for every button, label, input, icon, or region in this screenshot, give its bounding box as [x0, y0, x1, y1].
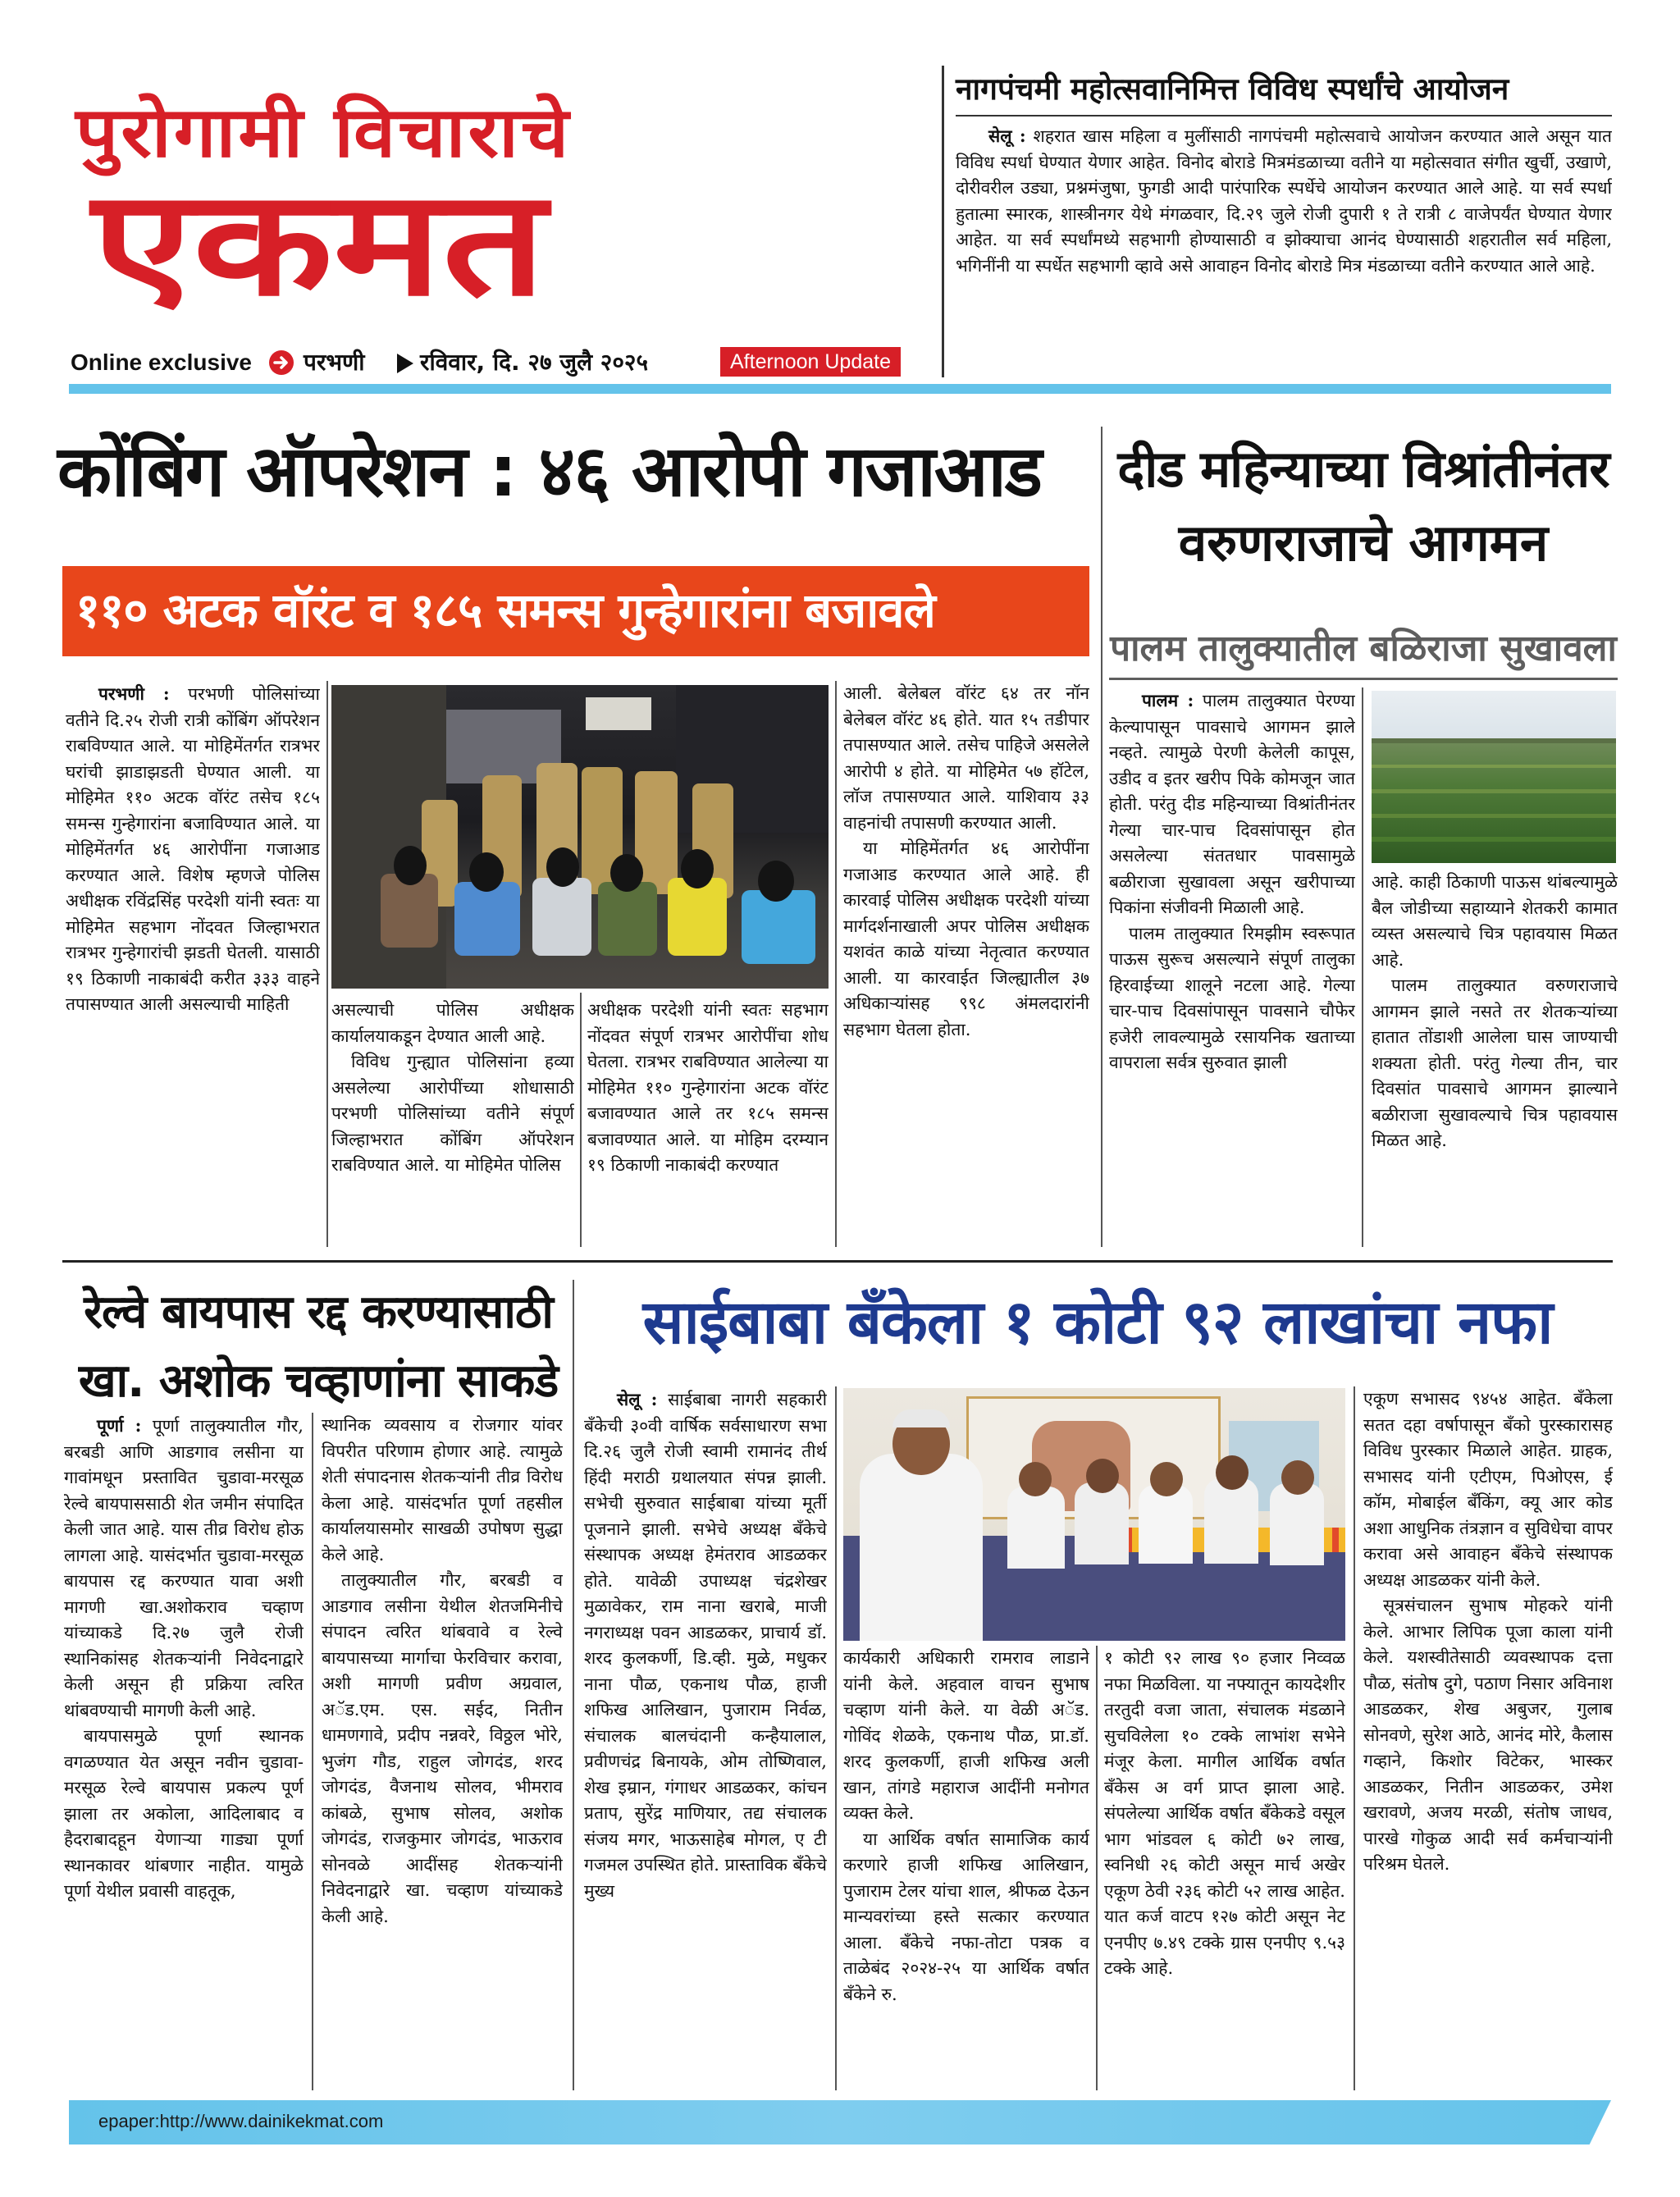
nagpanchami-dateline: सेलू : — [988, 126, 1026, 146]
bank-divider-1 — [835, 1386, 837, 2090]
bank-column-1 — [584, 1386, 827, 2090]
online-exclusive-label: Online exclusive — [71, 349, 252, 375]
masthead-logo: एकमत — [92, 158, 546, 328]
rain-col2-para2: पालम तालुक्यात वरुणराजाचे आगमन झाले नसते तर शेतकऱ्यांच्या हातात तोंडाशी आलेला घास जाण्याची शक्यता होती. परंतु गेल्या तीन, चार दिवसांत पावसाचे आगमन झाल्याने बळीराजा सुखावल्याचे चित्र पहावयास मिळत आहे. — [1372, 975, 1618, 1150]
railway-column-2 — [322, 1413, 563, 2090]
bank-col4-para2: सूत्रसंचालन सुभाष मोहकरे यांनी केले. आभार लिपिक पूजा काला यांनी केले. यशस्वीतेसाठी व्यवस्थापक दत्ता पौळ, संतोष दुगे, पठाण निसार अविनाश आडळकर, शेख अबुजर, गुलाब सोनवणे, सुरेश आठे, आनंद मोरे, कैलास गव्हाने, किशोर विटेकर, भास्कर आडळकर, नितीन आडळकर, उमेश खरावणे, अजय मरळी, संतोष जाधव, पारखे गोकुळ आदी सर्व कर्मचाऱ्यांनी परिश्रम घेतले. — [1363, 1596, 1613, 1874]
rain-divider-left — [1101, 427, 1102, 1247]
combing-divider-2 — [580, 993, 582, 1247]
combing-col4-para2: या मोहिमेंतर्गत ४६ आरोपींना गजाआड करण्यात आले आहे. ही कारवाई पोलिस अधीक्षक परदेशी यांच्या मार्गदर्शनाखाली अपर पोलिस अधीक्षक यशवंत काळे यांच्या नेतृत्वात करण्यात आली. या कारवाईत जिल्ह्यातील ३७ अधिकाऱ्यांसह ९९८ अंमलदारांनी सहभाग घेतला होता. — [843, 838, 1089, 1039]
railway-dateline: पूर्णा : — [97, 1415, 142, 1436]
combing-divider-3 — [835, 681, 837, 1247]
combing-divider-1 — [326, 681, 328, 1247]
rain-col1-para1: पालम तालुक्यात पेरण्या केल्यापासून पावसाचे आगमन झाले नव्हते. त्यामुळे पेरणी केलेली कापूस, उडीद व इतर खरीप पिके कोमजून जात होती. परंतु दीड महिन्याच्या विश्रांतीनंतर गेल्या चार-पाच दिवसांपासून होत असलेल्या संततधार पावसामुळे बळीराजा सुखावला असून खरीपाच्या पिकांना संजीवनी मिळाली आहे. — [1109, 691, 1355, 917]
combing-col2-para2: विविध गुन्ह्यात पोलिसांना हव्या असलेल्या आरोपींच्या शोधासाठी परभणी पोलिसांच्या वतीने संपूर्ण जिल्हाभरात कोंबिंग ऑपरेशन राबविण्यात आले. या मोहिमेत पोलिस — [331, 1052, 574, 1175]
combing-operation-photo — [331, 685, 829, 989]
combing-column-1 — [66, 681, 320, 1247]
combing-column-2 — [331, 998, 574, 1247]
bank-divider-2 — [1096, 1646, 1098, 2090]
combing-col2-para1: असल्याची पोलिस अधीक्षक कार्यालयाकडून देण्यात आली आहे. — [331, 1000, 574, 1046]
play-arrow-icon — [395, 353, 415, 374]
edition-city: परभणी — [304, 349, 365, 376]
epaper-link[interactable]: epaper:http://www.dainikekmat.com — [98, 2111, 384, 2131]
afternoon-update-badge: Afternoon Update — [720, 347, 901, 377]
bank-col3-text: १ कोटी ९२ लाख ९० हजार निव्वळ नफा मिळविला. या नफ्यातून कायदेशीर तरतुदी वजा जाता, संचालक मंडळाने सुचविलेला १० टक्के लाभांश सभेने मंजूर केला. मागील आर्थिक वर्षात बँकेस अ वर्ग प्राप्त झाला आहे. संपलेल्या आर्थिक वर्षात बँकेकडे वसूल भाग भांडवल ६ कोटी ७२ लाख, स्वनिधी २६ कोटी असून मार्च अखेर एकूण ठेवी २३६ कोटी ५२ लाख आहेत. यात कर्ज वाटप १२७ कोटी असून नेट एनपीए ७.४९ टक्के ग्रास एनपीए ९.५३ टक्के आहे. — [1104, 1648, 1345, 1978]
rain-headline-line2: वरुणराजाचे आगमन — [1178, 513, 1549, 573]
railway-headline-line2: खा. अशोक चव्हाणांना साकडे — [78, 1354, 559, 1408]
railway-col2-para1: स्थानिक व्यवसाय व रोजगार यांवर विपरीत परिणाम होणार आहे. त्यामुळे शेती संपादनास शेतकऱ्यांनी तीव्र विरोध केला आहे. यासंदर्भात पूर्णा तहसील कार्यालयासमोर साखळी उपोषण सुद्धा केले आहे. — [322, 1415, 563, 1564]
rain-col1-para2: पालम तालुक्यात रिमझीम स्वरूपात पाऊस सुरूच असल्याने संपूर्ण तालुका हिरवाईच्या शालूने नटला आहे. गेल्या चार-पाच दिवसांपासून पावसाने चौफेर हजेरी लावल्यामुळे रसायनिक खताच्या वापराला सर्वत्र सुरुवात झाली — [1109, 923, 1355, 1072]
combing-subhead: ११० अटक वॉरंट व १८५ समन्स गुन्हेगारांना बजावले — [75, 582, 935, 638]
bank-col4-para1: एकूण सभासद ९४५४ आहेत. बँकेला सतत दहा वर्षापासून बँको पुरस्कारासह विविध पुरस्कार मिळाले आहेत. ग्राहक, सभासद यांनी एटीएम, पिओएस, ई कॉम, मोबाईल बँकिंग, क्यू आर कोड अशा आधुनिक तंत्रज्ञान व सुविधेचा वापर करावा असे आवाहन बँकेचे संस्थापक अध्यक्ष आडळकर यांनी केले. — [1363, 1389, 1613, 1590]
railway-bank-divider — [573, 1280, 574, 2090]
section-rule — [62, 1260, 1613, 1263]
railway-col2-para2: तालुक्यातील गौर, बरबडी व आडगाव लसीना येथील शेतजमिनीचे संपादन त्वरित थांबवावे व रेल्वे बायपासच्या मार्गाचा फेरविचार करावा, अशी मागणी प्रवीण अग्रवाल, अॅड.एम. एस. सईद, नितीन धामणगावे, प्रदीप नन्नवरे, विठ्ठल भोरे, भुजंग गौड, राहुल जोगदंड, शरद जोगदंड, वैजनाथ सोलव, भीमराव कांबळे, सुभाष सोलव, अशोक जोगदंड, राजकुमार जोगदंड, भाऊराव सोनवळे आदींसह शेतकऱ्यांनी निवेदनाद्वारे खा. चव्हाण यांच्याकडे केली आहे. — [322, 1570, 563, 1926]
rain-column-1 — [1109, 687, 1355, 1247]
combing-col1-text: परभणी पोलिसांच्या वतीने दि.२५ रोजी रात्री कोंबिंग ऑपरेशन राबविण्यात आले. या मोहिमेंतर्गत रात्रभर घरांची झाडाझडती घेण्यात आली. या मोहिमेत ११० अटक वॉरंट तसेच १८५ समन्स गुन्हेगारांना बजाविण्यात आले. या मोहिमेंतर्गत ४६ आरोपींना गजाआड करण्यात आले. विशेष म्हणजे पोलिस अधीक्षक रविंद्रसिंह परदेशी यांनी स्वतः या मोहिमेत सहभाग नोंदवत जिल्हाभरात रात्रभर गुन्हेगारांची झडती घेतली. यासाठी १९ ठिकाणी नाकाबंदी करीत ३३३ वाहने तपासण्यात आली असल्याची माहिती — [66, 684, 320, 1014]
rain-column-2 — [1372, 870, 1618, 1247]
rain-dateline: पालम : — [1142, 690, 1194, 710]
bank-meeting-photo — [843, 1388, 1345, 1641]
railway-col1-para1: पूर्णा तालुक्यातील गौर, बरबडी आणि आडगाव लसीना या गावांमधून प्रस्तावित चुडावा-मरसूळ रेल्वे बायपाससाठी शेत जमीन संपादित केली जात आहे. यास तीव्र विरोध होऊ लागला आहे. यासंदर्भात चुडावा-मरसूळ बायपास रद्द करण्यात यावा अशी मागणी खा.अशोकराव चव्हाण यांच्याकडे दि.२७ जुलै रोजी स्थानिकांसह शेतकऱ्यांनी निवेदनाद्वारे केली असून ही प्रक्रिया त्वरित थांबवण्याची मागणी केली आहे. — [64, 1416, 304, 1720]
railway-col1-para2: बायपासमुळे पूर्णा स्थानक वगळण्यात येत असून नवीन चुडावा-मरसूळ रेल्वे बायपास प्रकल्प पूर्ण झाला तर अकोला, आदिलाबाद व हैदराबादहून येणाऱ्या गाड्या पूर्णा स्थानकावर थांबणार नाहीत. यामुळे पूर्णा येथील प्रवासी वाहतूक, — [64, 1726, 304, 1901]
bank-column-2 — [843, 1646, 1089, 2090]
rain-headline-line1: दीड महिन्याच्या विश्रांतीनंतर — [1117, 439, 1609, 499]
railway-divider — [312, 1413, 313, 2090]
bank-headline: साईबाबा बँकेला १ कोटी ९२ लाखांचा नफा — [642, 1287, 1553, 1358]
top-blue-rule — [69, 384, 1611, 394]
combing-column-4 — [843, 681, 1089, 1247]
rain-col2-para1: आहे. काही ठिकाणी पाऊस थांबल्यामुळे बैल जोडीच्या सहाय्याने शेतकरी कामात व्यस्त असल्याचे चित्र पहावयास मिळत आहे. — [1372, 872, 1618, 970]
combing-column-3 — [587, 998, 829, 1247]
bank-dateline: सेलू : — [617, 1389, 658, 1409]
bank-column-4 — [1363, 1386, 1613, 2090]
rain-col1-para1-wrap — [1109, 687, 1355, 921]
farm-field-photo — [1372, 691, 1616, 863]
combing-col3-text: अधीक्षक परदेशी यांनी स्वतः सहभाग नोंदवत संपूर्ण रात्रभर आरोपींचा शोध घेतला. रात्रभर राबविण्यात आलेल्या या मोहिमेत ११० गुन्हेगारांना अटक वॉरंट बजावण्यात आले तर १८५ समन्स बजावण्यात आले. या मोहिम दरम्यान १९ ठिकाणी नाकाबंदी करण्यात — [587, 1000, 829, 1175]
combing-col4-para1: आली. बेलेबल वॉरंट ६४ तर नॉन बेलेबल वॉरंट ४६ होते. यात १५ तडीपार तपासण्यात आले. तसेच पाहिजे असलेले आरोपी ४ होते. या मोहिमेत ५७ हॉटेल, लॉज तपासण्यात आले. याशिवाय ३३ वाहनांची तपासणी करण्यात आली. — [843, 683, 1089, 833]
railway-headline-line1: रेल्वे बायपास रद्द करण्यासाठी — [84, 1286, 553, 1339]
rain-subhead: पालम तालुक्यातील बळिराजा सुखावला — [1110, 628, 1617, 669]
masthead-tagline: पुरोगामी विचाराचे — [75, 92, 572, 173]
bank-divider-3 — [1354, 1386, 1355, 2090]
combing-headline: कोंबिंग ऑपरेशन : ४६ आरोपी गजाआड — [57, 431, 1041, 513]
railway-col1-para1-wrap — [64, 1413, 304, 1724]
bank-col1-text: साईबाबा नागरी सहकारी बँकेची ३०वी वार्षिक सर्वसाधारण सभा दि.२६ जुलै रोजी स्वामी रामानंद तीर्थ हिंदी मराठी ग्रथालयात संपन्न झाली. सभेची सुरुवात साईबाबा यांच्या मूर्ती पूजनाने झाली. सभेचे अध्यक्ष बँकेचे संस्थापक अध्यक्ष हेमंतराव आडळकर होते. यावेळी उपाध्यक्ष चंद्रशेखर मुळावेकर, राम नाना खराबे, माजी नगराध्यक्ष पवन आडळकर, प्राचार्य डॉ. शरद कुलकर्णी, डि.व्ही. मुळे, मधुकर नाना पौळ, एकनाथ पौळ, हाजी शफिख आलिखान, पुजाराम निर्वळ, संचालक बालचंदानी कन्हैयालाल, प्रवीणचंद्र बिनायके, ओम तोष्णिवाल, शेख इम्रान, गंगाधर आडळकर, कांचन प्रताप, सुरेंद्र माणियार, तद्य संचालक संजय मगर, भाऊसाहेब मोगल, ए टी गजमल उपस्थित होते. प्रास्ताविक बँकेचे मुख्य — [584, 1390, 827, 1901]
rain-divider-2 — [1362, 687, 1363, 1247]
bank-col2-para2: या आर्थिक वर्षात सामाजिक कार्य करणारे हाजी शफिख आलिखान, पुजाराम टेलर यांचा शाल, श्रीफळ देऊन मान्यवरांच्या हस्ते सत्कार करण्यात आला. बँकेचे नफा-तोटा पत्रक व ताळेबंद २०२४-२५ या आर्थिक वर्षात बँकेने रु. — [843, 1829, 1089, 2004]
edition-date: रविवार, दि. २७ जुलै २०२५ — [420, 349, 649, 376]
rain-subhead-rule — [1109, 678, 1618, 680]
bank-column-3 — [1104, 1646, 1345, 2090]
nagpanchami-article — [956, 123, 1612, 361]
nagpanchami-rule — [956, 115, 1612, 116]
nagpanchami-body: शहरात खास महिला व मुलींसाठी नागपंचमी महोत्सवाचे आयोजन करण्यात आले असून यात विविध स्पर्धा घेण्यात येणार आहेत. विनोद बोराडे मित्रमंडळाच्या वतीने या महोत्सवात संगीत खुर्ची, उखाणे, दोरीवरील उड्या, प्रश्नमंजुषा, फुगडी आदी पारंपारिक स्पर्धेचे आयोजन करण्यात आले आहे. या सर्व स्पर्धा हुतात्मा स्मारक, शास्त्रीनगर येथे मंगळवार, दि.२९ जुले रोजी दुपारी १ ते रात्री ८ वाजेपर्यंत घेण्यात येणार आहेत. या सर्व स्पर्धांमध्ये सहभागी होण्यासाठी व झोक्याचा आनंद घेण्यासाठी शहरातील सर्व महिला, भगिनींनी या स्पर्धेत सहभागी व्हावे असे आवाहन विनोद बोराडे मित्र मंडळाच्या वतीने करण्यात आले आहे. — [956, 126, 1612, 276]
railway-column-1 — [64, 1413, 304, 2090]
nagpanchami-headline: नागपंचमी महोत्सवानिमित्त विविध स्पर्धांचे आयोजन — [956, 71, 1509, 107]
combing-dateline: परभणी : — [98, 683, 170, 704]
bank-col2-para1: कार्यकारी अधिकारी रामराव लाडाने यांनी केले. अहवाल वाचन सुभाष चव्हाण यांनी केले. या वेळी अॅड. गोविंद शेळके, एकनाथ पौळ, प्रा.डॉ. शरद कुलकर्णी, हाजी शफिख अली खान, तांगडे महाराज आदींनी मनोगत व्यक्त केले. — [843, 1648, 1089, 1823]
arrow-circle-icon — [268, 349, 294, 376]
